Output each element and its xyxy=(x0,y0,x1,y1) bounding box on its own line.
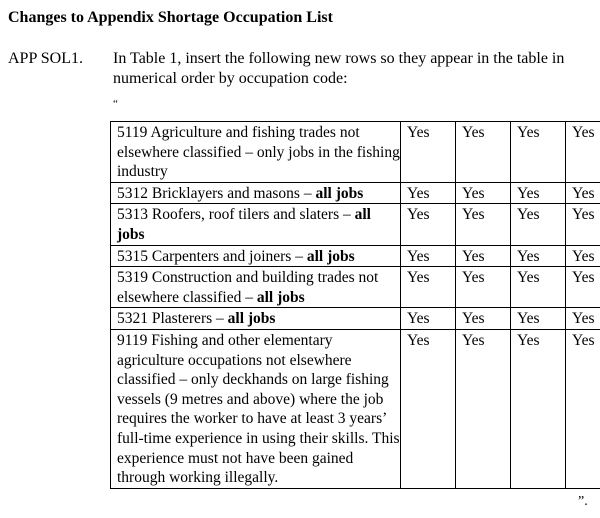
yes-cell: Yes xyxy=(566,308,600,330)
yes-cell: Yes xyxy=(456,308,511,330)
section-heading: Changes to Appendix Shortage Occupation List xyxy=(8,9,333,26)
yes-cell: Yes xyxy=(566,204,600,245)
yes-cell: Yes xyxy=(566,122,600,183)
occupation-scope: all jobs xyxy=(227,310,276,328)
occupation-scope: all jobs xyxy=(256,288,305,306)
closing-quote: ”. xyxy=(578,494,588,509)
occupation-text: 5312 Bricklayers and masons – xyxy=(117,184,316,202)
yes-cell: Yes xyxy=(511,329,566,488)
yes-cell: Yes xyxy=(511,122,566,183)
table-row xyxy=(111,267,600,308)
yes-cell: Yes xyxy=(401,308,456,330)
paragraph-text: In Table 1, insert the following new rows so they appear in the table in numerical order by occupation code: xyxy=(113,50,565,87)
table-row xyxy=(111,329,600,488)
yes-cell: Yes xyxy=(511,267,566,308)
yes-cell: Yes xyxy=(401,122,456,183)
yes-cell: Yes xyxy=(511,308,566,330)
yes-cell: Yes xyxy=(566,182,600,204)
yes-cell: Yes xyxy=(401,182,456,204)
yes-cell: Yes xyxy=(401,245,456,267)
table-row xyxy=(111,308,600,330)
occupation-cell xyxy=(111,122,401,183)
yes-cell: Yes xyxy=(511,182,566,204)
occupation-cell xyxy=(111,329,401,488)
occupation-scope: all jobs xyxy=(306,247,355,265)
opening-quote: “ xyxy=(113,98,118,110)
table-row xyxy=(111,245,600,267)
yes-cell: Yes xyxy=(456,122,511,183)
yes-cell: Yes xyxy=(456,329,511,488)
yes-cell: Yes xyxy=(456,267,511,308)
occupation-cell xyxy=(111,204,401,245)
occupation-scope: all jobs xyxy=(315,184,364,202)
table-row xyxy=(111,122,600,183)
occupation-scope: all jobs xyxy=(117,206,371,243)
shortage-occupation-table xyxy=(110,121,600,489)
occupation-cell xyxy=(111,308,401,330)
occupation-text: 5119 Agriculture and fishing trades not elsewhere classified – only jobs in the fishing industry xyxy=(117,124,400,181)
table-row xyxy=(111,182,600,204)
yes-cell: Yes xyxy=(401,204,456,245)
yes-cell: Yes xyxy=(566,245,600,267)
occupation-text: 5315 Carpenters and joiners – xyxy=(117,247,307,265)
yes-cell: Yes xyxy=(456,182,511,204)
occupation-cell xyxy=(111,267,401,308)
occupation-text: 5321 Plasterers – xyxy=(117,310,228,328)
yes-cell: Yes xyxy=(566,267,600,308)
yes-cell: Yes xyxy=(566,329,600,488)
yes-cell: Yes xyxy=(401,329,456,488)
occupation-text: 9119 Fishing and other elementary agriculture occupations not elsewhere classified – only deckhands on large fishing vessels (9 metres and above) where the job requires the worker to have at least 3 years’ full-time experience in using their skills. This experience must not have been gained through working illegally. xyxy=(117,331,400,487)
occupation-cell xyxy=(111,182,401,204)
yes-cell: Yes xyxy=(511,245,566,267)
occupation-text: 5313 Roofers, roof tilers and slaters – xyxy=(117,206,355,224)
table-row xyxy=(111,204,600,245)
occupation-cell xyxy=(111,245,401,267)
paragraph-number: APP SOL1. xyxy=(8,50,83,67)
yes-cell: Yes xyxy=(511,204,566,245)
yes-cell: Yes xyxy=(456,204,511,245)
yes-cell: Yes xyxy=(456,245,511,267)
yes-cell: Yes xyxy=(401,267,456,308)
occupation-text: 5319 Construction and building trades not elsewhere classified – xyxy=(117,269,379,306)
